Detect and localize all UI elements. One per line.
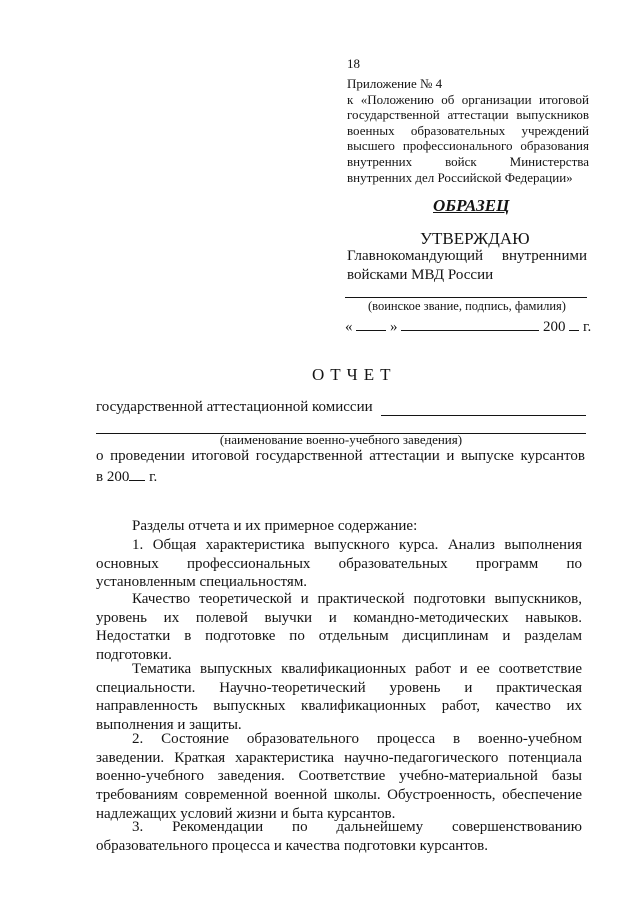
approval-title: УТВЕРЖДАЮ [420,229,530,248]
purpose-line: о проведении итоговой государственной аттестации и выпуске курсантов [96,448,585,464]
paragraph-line: Качество теоретической и практической подготовки выпускников, [132,591,582,607]
paragraph-line: Недостатки в подготовке по отдельным дисциплинам и разделам [96,628,582,645]
paragraph-line: установленным специальностям. [96,574,308,591]
purpose-year-prefix: в 200 [96,469,130,485]
approver-block [347,247,587,285]
report-title: ОТЧЕТ [312,365,397,384]
report-purpose [96,447,585,487]
paragraph-line: надлежащих условий жизни и быта курсантов. [96,805,396,822]
purpose-line-2 [96,466,585,487]
signature-hint: (воинское звание, подпись, фамилия) [368,299,566,313]
paragraph-line: требованиям современной военной школы. Обустроенность, обеспечение [96,787,582,804]
paragraph-line: образовательного процесса и качества подготовки курсантов. [96,837,488,854]
appendix-line: к «Положению об организации итоговой [347,91,589,107]
section-paragraph [96,818,582,855]
paragraph-line: направленность выпускных квалификационных работ, качество их [96,698,582,715]
institution-hint: (наименование военно-учебного заведения) [219,432,463,447]
approval-date-line [345,316,592,336]
signature-blank-line [345,297,587,298]
commission-blank-line [381,415,586,416]
section-paragraph [96,536,582,592]
section-paragraph [96,730,582,824]
purpose-year-suffix: г. [149,469,158,485]
appendix-line: внутренних дел Российской Федерации» [347,169,573,185]
date-month-blank [401,316,539,331]
page-number: 18 [347,56,360,71]
date-suffix: г. [583,319,592,335]
section-paragraph [96,590,582,665]
paragraph-line: специальности. Научно-теоретический уровень и практическая [96,679,582,696]
paragraph-line: 3. Рекомендации по дальнейшему совершенствованию [132,819,582,835]
appendix-line: внутренних войск Министерства [347,153,589,169]
appendix-line: военных образовательных учреждений [347,122,589,138]
sample-title: ОБРАЗЕЦ [433,196,510,215]
date-year: 200 [543,319,566,335]
appendix-line: высшего профессионального образования [347,138,589,154]
paragraph-line: основных профессиональных образовательных программ по [96,555,582,572]
paragraph-line: уровень их полевой выучки и командно-методических навыков. [96,609,582,626]
appendix-header [347,76,589,185]
approver-line: Главнокомандующий внутренними [347,248,587,264]
paragraph-line: выполнения и защиты. [96,717,242,734]
paragraph-line: заведении. Краткая характеристика научно-педагогического потенциала [96,749,582,766]
paragraph-line: 1. Общая характеристика выпускного курса. Анализ выполнения [132,537,582,553]
appendix-line: государственной аттестации выпускников [347,107,589,123]
purpose-year-blank [129,466,145,481]
date-day-blank [356,316,386,331]
paragraph-line: Тематика выпускных квалификационных работ и ее соответствие [132,661,582,677]
date-close-quote: » [390,319,398,335]
sections-intro: Разделы отчета и их примерное содержание: [132,518,418,534]
paragraph-line: 2. Состояние образовательного процесса в военно-учебном [132,731,582,747]
paragraph-line: подготовки. [96,647,172,664]
commission-text: государственной аттестационной комиссии [96,399,373,415]
approver-line: войсками МВД России [347,267,494,283]
section-paragraph [96,660,582,735]
paragraph-line: военно-учебного заведения. Соответствие учебно-материальной базы [96,768,582,785]
appendix-line: Приложение № 4 [347,76,443,91]
date-open-quote: « [345,319,353,335]
date-year-blank [569,316,579,331]
